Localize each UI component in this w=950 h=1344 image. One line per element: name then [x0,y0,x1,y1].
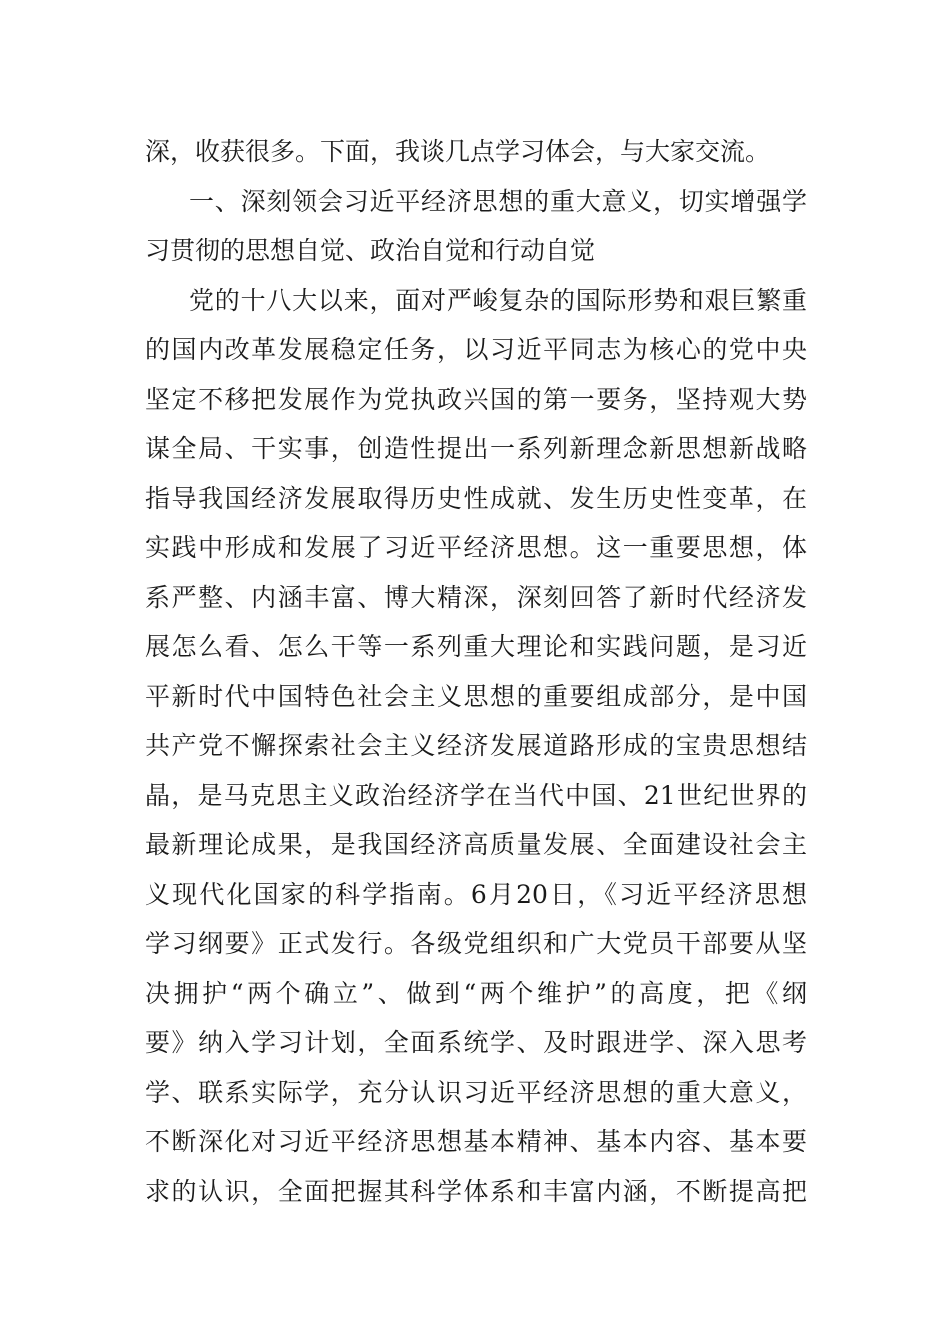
text-line: 最新理论成果，是我国经济高质量发展、全面建设社会主 [145,830,807,859]
text-line: 的国内改革发展稳定任务，以习近平同志为核心的党中央 [145,335,807,364]
text-line: 决拥护“两个确立”、做到“两个维护”的高度，把《纲 [145,978,807,1008]
text-line: 共产党不懈探索社会主义经济发展道路形成的宝贵思想结 [145,731,807,760]
text-line: 坚定不移把发展作为党执政兴国的第一要务，坚持观大势 [145,384,807,414]
text-line: 平新时代中国特色社会主义思想的重要组成部分，是中国 [145,681,807,711]
text-line: 晶，是马克思主义政治经济学在当代中国、21世纪世界的 [145,780,807,810]
text-line: 谋全局、干实事，创造性提出一系列新理念新思想新战略 [145,434,807,463]
document-page [145,127,807,1216]
text-line: 指导我国经济发展取得历史性成就、发生历史性变革，在 [145,483,807,513]
text-line: 党的十八大以来，面对严峻复杂的国际形势和艰巨繁重 [189,285,807,315]
text-line: 要》纳入学习计划，全面系统学、及时跟进学、深入思考 [145,1028,807,1057]
section-heading-line: 习贯彻的思想自觉、政治自觉和行动自觉 [145,236,596,265]
text-line: 学、联系实际学，充分认识习近平经济思想的重大意义， [145,1077,807,1107]
text-line: 系严整、内涵丰富、博大精深，深刻回答了新时代经济发 [145,582,807,612]
section-heading-line: 一、深刻领会习近平经济思想的重大意义，切实增强学 [189,186,807,216]
text-line: 求的认识，全面把握其科学体系和丰富内涵，不断提高把 [145,1176,807,1206]
text-line: 展怎么看、怎么干等一系列重大理论和实践问题，是习近 [145,632,807,661]
text-line: 实践中形成和发展了习近平经济思想。这一重要思想，体 [145,533,807,562]
text-line: 学习纲要》正式发行。各级党组织和广大党员干部要从坚 [145,929,807,958]
text-line: 深，收获很多。下面，我谈几点学习体会，与大家交流。 [145,137,771,166]
text-line: 义现代化国家的科学指南。6月20日，《习近平经济思想 [145,879,807,909]
text-line: 不断深化对习近平经济思想基本精神、基本内容、基本要 [145,1127,807,1156]
